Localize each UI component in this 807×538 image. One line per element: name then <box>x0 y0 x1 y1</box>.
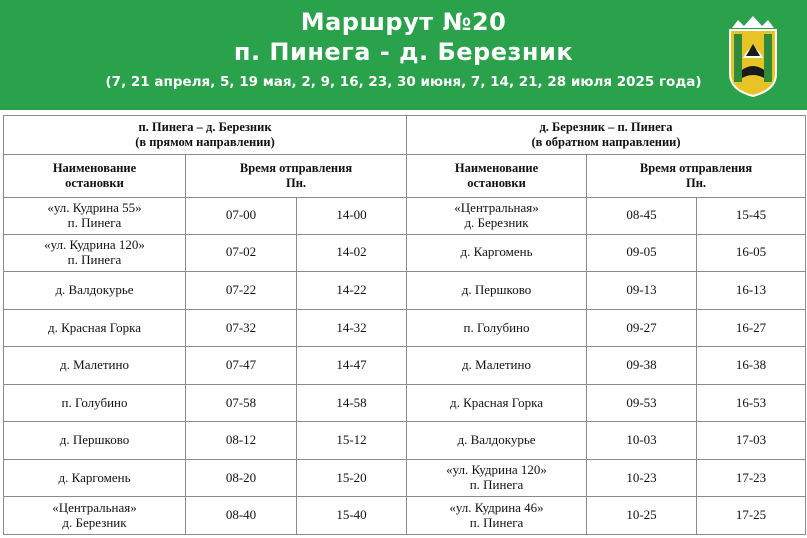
forward-time-1: 07-32 <box>186 309 297 347</box>
column-header-row <box>4 154 806 198</box>
route-title: Маршрут №20 <box>300 8 507 36</box>
backward-time-2: 16-38 <box>697 347 806 385</box>
forward-direction-header <box>4 116 407 155</box>
forward-time-header-line1: Время отправления <box>239 161 353 176</box>
forward-time-1: 07-22 <box>186 272 297 310</box>
stop-name: д. Красная Горка <box>449 394 544 410</box>
backward-time-header-line2: Пн. <box>685 175 707 190</box>
stop-name: д. Каргомень <box>58 469 131 485</box>
forward-time-2: 15-40 <box>297 497 407 535</box>
backward-stop-header-line2: остановки <box>467 175 526 190</box>
backward-time-1: 09-53 <box>587 384 697 422</box>
forward-time-1: 07-47 <box>186 347 297 385</box>
backward-time-1: 10-25 <box>587 497 697 535</box>
direction-header-row <box>4 116 806 155</box>
forward-time-header-line2: Пн. <box>285 175 307 190</box>
forward-stop-column-header <box>4 154 186 198</box>
backward-time-1: 10-03 <box>587 422 697 460</box>
forward-time-1: 08-12 <box>186 422 297 460</box>
forward-time-1: 08-40 <box>186 497 297 535</box>
forward-time-1: 08-20 <box>186 459 297 497</box>
stop-name: д. Валдокурье <box>457 432 536 448</box>
backward-direction-subtitle: (в обратном направлении) <box>531 134 681 149</box>
backward-time-1: 10-23 <box>587 459 697 497</box>
route-dates: (7, 21 апреля, 5, 19 мая, 2, 9, 16, 23, 30 июня, 7, 14, 21, 28 июля 2025 года) <box>105 74 702 90</box>
stop-locality: п. Пинега <box>67 214 122 230</box>
stop-locality: д. Березник <box>464 214 529 230</box>
table-row <box>4 309 806 347</box>
backward-direction-header <box>407 116 806 155</box>
stop-locality: п. Пинега <box>469 514 524 530</box>
stop-name: д. Красная Горка <box>47 319 142 335</box>
backward-time-2: 17-03 <box>697 422 806 460</box>
forward-stop-header-line1: Наименование <box>52 161 137 176</box>
forward-time-2: 14-02 <box>297 234 407 272</box>
stop-name: «Центральная» <box>454 199 539 215</box>
backward-stop-cell <box>407 272 587 310</box>
forward-stop-cell <box>4 272 186 310</box>
backward-time-1: 09-13 <box>587 272 697 310</box>
table-row <box>4 272 806 310</box>
backward-time-2: 16-13 <box>697 272 806 310</box>
forward-time-2: 14-47 <box>297 347 407 385</box>
forward-time-2: 14-22 <box>297 272 407 310</box>
backward-time-1: 09-27 <box>587 309 697 347</box>
stop-name: д. Малетино <box>60 357 129 373</box>
backward-stop-cell <box>407 347 587 385</box>
stop-name: «ул. Кудрина 120» <box>446 462 547 478</box>
stop-name: п. Голубино <box>61 394 128 410</box>
forward-direction-subtitle: (в прямом направлении) <box>135 134 275 149</box>
forward-time-1: 07-58 <box>186 384 297 422</box>
stop-name: «Центральная» <box>52 499 137 515</box>
forward-time-column-header <box>186 154 407 198</box>
stop-name: д. Першково <box>461 282 532 297</box>
backward-time-2: 17-23 <box>697 459 806 497</box>
forward-stop-cell <box>4 422 186 460</box>
forward-time-1: 07-02 <box>186 234 297 272</box>
forward-time-2: 15-20 <box>297 459 407 497</box>
stop-name: п. Голубино <box>463 319 530 335</box>
backward-stop-cell <box>407 497 587 535</box>
backward-time-2: 16-05 <box>697 234 806 272</box>
table-row <box>4 497 806 535</box>
forward-stop-header-line2: остановки <box>65 175 124 190</box>
forward-time-2: 15-12 <box>297 422 407 460</box>
backward-time-column-header <box>587 154 806 198</box>
backward-time-1: 08-45 <box>587 198 697 235</box>
backward-stop-header-line1: Наименование <box>454 161 539 176</box>
table-row <box>4 234 806 272</box>
schedule-table <box>3 115 806 535</box>
backward-time-2: 16-53 <box>697 384 806 422</box>
backward-time-2: 16-27 <box>697 309 806 347</box>
stop-locality: д. Березник <box>62 514 127 530</box>
forward-time-2: 14-00 <box>297 198 407 235</box>
stop-name: «ул. Кудрина 55» <box>47 199 142 215</box>
backward-stop-cell <box>407 198 587 235</box>
coat-of-arms-icon <box>722 8 784 100</box>
backward-stop-column-header <box>407 154 587 198</box>
route-name: п. Пинега - д. Березник <box>233 38 574 66</box>
stop-locality: п. Пинега <box>469 477 524 493</box>
forward-stop-cell <box>4 198 186 235</box>
page-header <box>0 0 807 110</box>
stop-name: д. Каргомень <box>460 244 533 260</box>
stop-name: «ул. Кудрина 46» <box>449 499 544 515</box>
backward-stop-cell <box>407 384 587 422</box>
stop-locality: п. Пинега <box>67 251 122 267</box>
stop-name: д. Малетино <box>462 357 531 373</box>
backward-time-2: 15-45 <box>697 198 806 235</box>
backward-time-1: 09-38 <box>587 347 697 385</box>
table-row <box>4 384 806 422</box>
table-row <box>4 459 806 497</box>
stop-name: д. Першково <box>59 432 130 448</box>
stop-name: д. Валдокурье <box>55 282 134 297</box>
table-row <box>4 347 806 385</box>
forward-stop-cell <box>4 497 186 535</box>
forward-stop-cell <box>4 234 186 272</box>
forward-stop-cell <box>4 459 186 497</box>
forward-direction-title: п. Пинега – д. Березник <box>138 120 272 135</box>
table-row <box>4 198 806 235</box>
backward-time-1: 09-05 <box>587 234 697 272</box>
forward-stop-cell <box>4 347 186 385</box>
table-row <box>4 422 806 460</box>
forward-time-1: 07-00 <box>186 198 297 235</box>
forward-time-2: 14-32 <box>297 309 407 347</box>
backward-time-2: 17-25 <box>697 497 806 535</box>
backward-time-header-line1: Время отправления <box>639 161 753 176</box>
forward-stop-cell <box>4 384 186 422</box>
forward-stop-cell <box>4 309 186 347</box>
backward-stop-cell <box>407 234 587 272</box>
backward-stop-cell <box>407 459 587 497</box>
backward-stop-cell <box>407 309 587 347</box>
backward-direction-title: д. Березник – п. Пинега <box>539 120 673 135</box>
forward-time-2: 14-58 <box>297 384 407 422</box>
stop-name: «ул. Кудрина 120» <box>44 237 145 252</box>
backward-stop-cell <box>407 422 587 460</box>
